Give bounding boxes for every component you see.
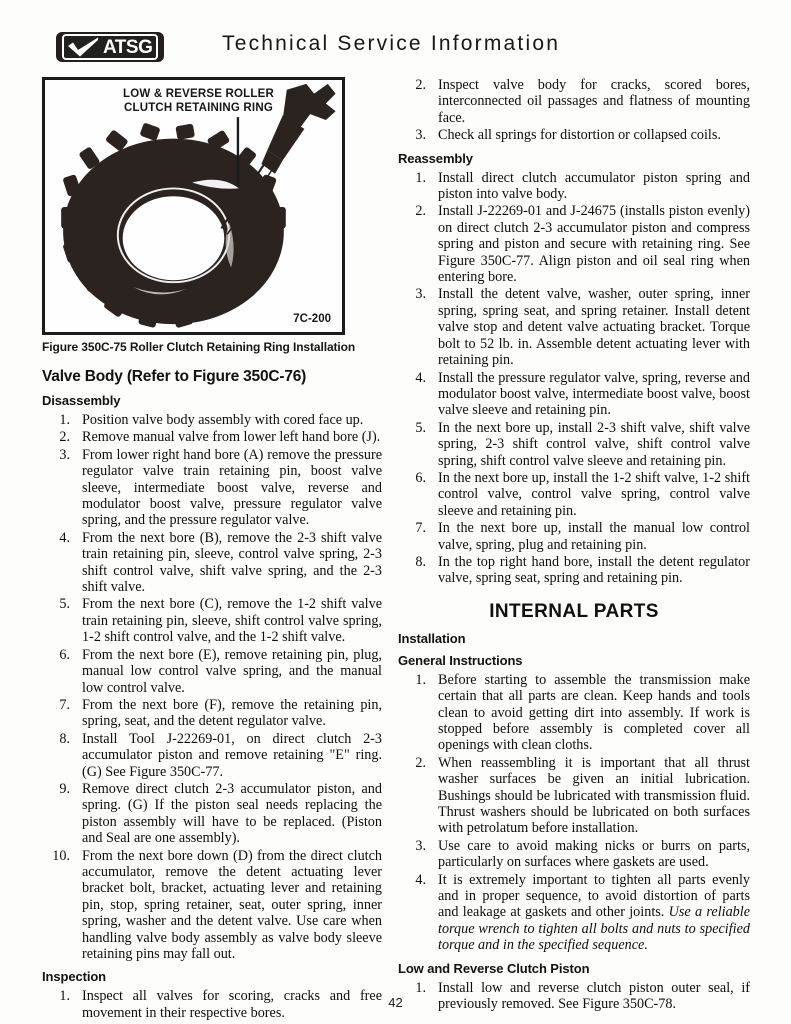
- list-item: [398, 127, 750, 143]
- disassembly-heading: Disassembly: [42, 393, 121, 408]
- list-item: [398, 554, 750, 587]
- list-item: [42, 429, 382, 445]
- inspection-heading: Inspection: [42, 969, 107, 985]
- list-item-text: Install direct clutch accumulator piston spring and piston into valve body.: [438, 169, 750, 203]
- installation-heading: Installation: [398, 630, 466, 646]
- list-item-number: 3.: [415, 837, 426, 854]
- list-item: [398, 838, 750, 871]
- list-item-number: 4.: [59, 529, 70, 546]
- list-item-text: Inspect all valves for scoring, cracks and free movement in their respective bores.: [82, 988, 382, 1021]
- list-item: [398, 470, 750, 519]
- list-item: [42, 412, 382, 428]
- list-item-text: Check all springs for distortion or collapsed coils.: [438, 127, 721, 144]
- left-column: [42, 77, 382, 1022]
- list-item-number: 3.: [415, 286, 426, 303]
- list-item-number: 6.: [415, 469, 426, 486]
- list-item-text: In the next bore up, install 2-3 shift valve, shift valve spring, 2-3 shift control valve, shift control valve spring, shift control valve sleeve and retaining pin.: [438, 419, 750, 469]
- list-item-italic-text: Use a reliable torque wrench to tighten all bolts and nuts to specified torque and in the specified sequence.: [438, 904, 751, 954]
- list-item-text: Inspect valve body for cracks, scored bores, interconnected oil passages and flatness of mounting face.: [438, 77, 750, 126]
- page-number: 42: [388, 995, 403, 1010]
- list-item: [42, 781, 382, 847]
- list-item-number: 2.: [59, 429, 70, 446]
- list-item-number: 3.: [415, 127, 426, 144]
- list-item-number: 1.: [59, 412, 70, 428]
- figure-350c-75: [42, 77, 345, 335]
- figure-label-line2: CLUTCH RETAINING RING: [123, 102, 273, 114]
- list-item-text: Remove direct clutch 2-3 accumulator piston, and spring. (G) If the piston seal needs replacing the piston assembly will have to be replaced. (Piston and Seal are one assembly).: [82, 780, 382, 847]
- list-item-text: From the next bore (B), remove the 2-3 shift valve train retaining pin, sleeve, control valve spring, 2-3 shift control valve, shift valve spring, and the 2-3 shift valve.: [82, 529, 382, 596]
- list-item-number: 4.: [415, 369, 426, 386]
- list-item-number: 1.: [415, 671, 426, 688]
- list-item: [42, 731, 382, 780]
- figure-label: [123, 87, 274, 115]
- list-item: [42, 447, 382, 529]
- list-item: [42, 596, 382, 645]
- list-item-text: Before starting to assemble the transmission make certain that all parts are clean. Keep hands and tools clean to avoid getting dirt into assembly. If work is stopped before assembly is completed cover all openings with clean cloths.: [438, 671, 750, 754]
- list-item: [42, 530, 382, 596]
- list-item-number: 5.: [59, 596, 70, 613]
- low-reverse-clutch-piston-heading: Low and Reverse Clutch Piston: [398, 960, 590, 976]
- list-item-number: 5.: [415, 419, 426, 436]
- valve-body-section-title: Valve Body (Refer to Figure 350C-76): [42, 368, 307, 385]
- right-column: [398, 77, 750, 1014]
- list-item-number: 1.: [59, 988, 70, 1005]
- list-item-text: Install low and reverse clutch piston outer seal, if previously removed. See Figure 350C-78.: [438, 979, 750, 1013]
- list-item-text: Remove manual valve from lower left hand bore (J).: [82, 429, 381, 446]
- list-item-text: Install J-22269-01 and J-24675 (installs piston evenly) on direct clutch 2-3 accumulator piston and compress spring and piston and secure with retaining ring. See Figure 350C-77. Align piston and oil seal ring when entering bore.: [438, 203, 750, 286]
- list-item: [398, 170, 750, 203]
- list-item-text: In the top right hand bore, install the detent regulator valve, spring seat, spring and retaining pin.: [438, 553, 750, 587]
- list-item-number: 10.: [52, 847, 70, 864]
- list-item-number: 9.: [59, 780, 70, 797]
- list-item: [398, 520, 750, 553]
- list-item-number: 2.: [415, 754, 426, 771]
- list-item-number: 6.: [59, 646, 70, 663]
- list-item-number: 1.: [415, 169, 426, 186]
- page-header: [0, 24, 791, 72]
- list-item-text: From the next bore (E), remove retaining pin, plug, manual low control valve spring, and the manual low control valve.: [82, 646, 382, 696]
- list-item-number: 2.: [415, 203, 426, 220]
- list-item-text: From the next bore down (D) from the direct clutch accumulator, remove the detent actuating lever bracket bolt, bracket, actuating lever and retaining pin, stop, spring retainer, seat, outer spring, inner spring, washer and the detent valve. Use care when handling valve body assembly as valve body sleeve retaining pins may fall out.: [82, 847, 382, 962]
- roller-clutch-illustration: [45, 80, 342, 332]
- list-item: [398, 755, 750, 837]
- list-item-text: From the next bore (F), remove the retaining pin, spring, seat, and the detent regulator valve.: [82, 696, 382, 730]
- list-item-number: 7.: [59, 696, 70, 713]
- list-item: [42, 647, 382, 696]
- list-item: [398, 203, 750, 285]
- list-item-number: 4.: [415, 871, 426, 888]
- list-item-number: 2.: [415, 77, 426, 93]
- inspection-step-list-continued: [398, 77, 750, 144]
- list-item-text: In the next bore up, install the 1-2 shift valve, 1-2 shift control valve, control valve spring, control valve sleeve and retaining pin.: [438, 469, 750, 519]
- internal-parts-heading: INTERNAL PARTS: [489, 600, 659, 622]
- list-item-text: Install the detent valve, washer, outer spring, inner spring, spring seat, and spring retainer. Install detent valve stop and detent valve actuating bracket. Torque bolt to 52 lb. in. Assemble detent actuating lever with retaining pin.: [438, 286, 750, 369]
- list-item-number: 7.: [415, 520, 426, 537]
- atsg-logo: [56, 32, 164, 62]
- atsg-logo-inner: [62, 34, 158, 60]
- list-item: [398, 872, 750, 954]
- list-item-text: Install Tool J-22269-01, on direct clutch 2-3 accumulator piston and remove retaining "E" ring. (G) See Figure 350C-77.: [82, 730, 382, 780]
- list-item: [398, 370, 750, 419]
- general-instructions-step-list: [398, 672, 750, 954]
- figure-code: 7C-200: [293, 313, 331, 325]
- list-item-text: When reassembling it is important that all thrust washer surfaces be given an initial lubrication. Bushings should be lubricated with transmission fluid. Thrust washers should be lubricated on both surfaces with petrolatum before installation.: [438, 754, 750, 837]
- list-item: [42, 848, 382, 963]
- list-item-text: From the next bore (C), remove the 1-2 shift valve train retaining pin, sleeve, shift control valve spring, 1-2 shift control valve, and the 1-2 shift valve.: [82, 596, 382, 646]
- reassembly-step-list: [398, 170, 750, 587]
- reassembly-heading: Reassembly: [398, 150, 473, 166]
- page-title: Technical Service Information: [222, 32, 561, 55]
- list-item-number: 3.: [59, 446, 70, 463]
- figure-label-line1: LOW & REVERSE ROLLER: [123, 88, 274, 100]
- list-item-text: It is extremely important to tighten all parts evenly and in proper sequence, to avoid distortion of parts and leakage at gaskets and other joints. Use a reliable torque wrench to tighten all bolts and nuts to specified torque and in the specified sequence.: [438, 871, 751, 954]
- list-item-number: 1.: [415, 979, 426, 996]
- figure-caption: Figure 350C-75 Roller Clutch Retaining Ring Installation: [42, 340, 356, 354]
- atsg-logo-text: ATSG: [103, 36, 153, 58]
- list-item-text: Use care to avoid making nicks or burrs on parts, particularly on surfaces where gaskets are used.: [438, 837, 750, 871]
- general-instructions-heading: General Instructions: [398, 652, 523, 668]
- list-item-text: Install the pressure regulator valve, spring, reverse and modulator boost valve, intermediate boost valve, boost valve sleeve and retaining pin.: [438, 369, 750, 419]
- list-item-text: Position valve body assembly with cored face up.: [82, 412, 364, 428]
- list-item-text: In the next bore up, install the manual low control valve, spring, plug and retaining pin.: [438, 520, 750, 553]
- checkmark-icon: [67, 37, 101, 57]
- list-item-number: 8.: [415, 553, 426, 570]
- list-item: [398, 286, 750, 368]
- list-item: [398, 672, 750, 754]
- list-item: [42, 697, 382, 730]
- disassembly-step-list: [42, 412, 382, 962]
- list-item-text: From lower right hand bore (A) remove the pressure regulator valve train retaining pin, boost valve sleeve, intermediate boost valve, reverse and modulator boost valve, pressure regulator valve spring, and the pressure regulator valve.: [82, 446, 382, 529]
- list-item: [398, 77, 750, 126]
- list-item: [398, 420, 750, 469]
- list-item-number: 8.: [59, 730, 70, 747]
